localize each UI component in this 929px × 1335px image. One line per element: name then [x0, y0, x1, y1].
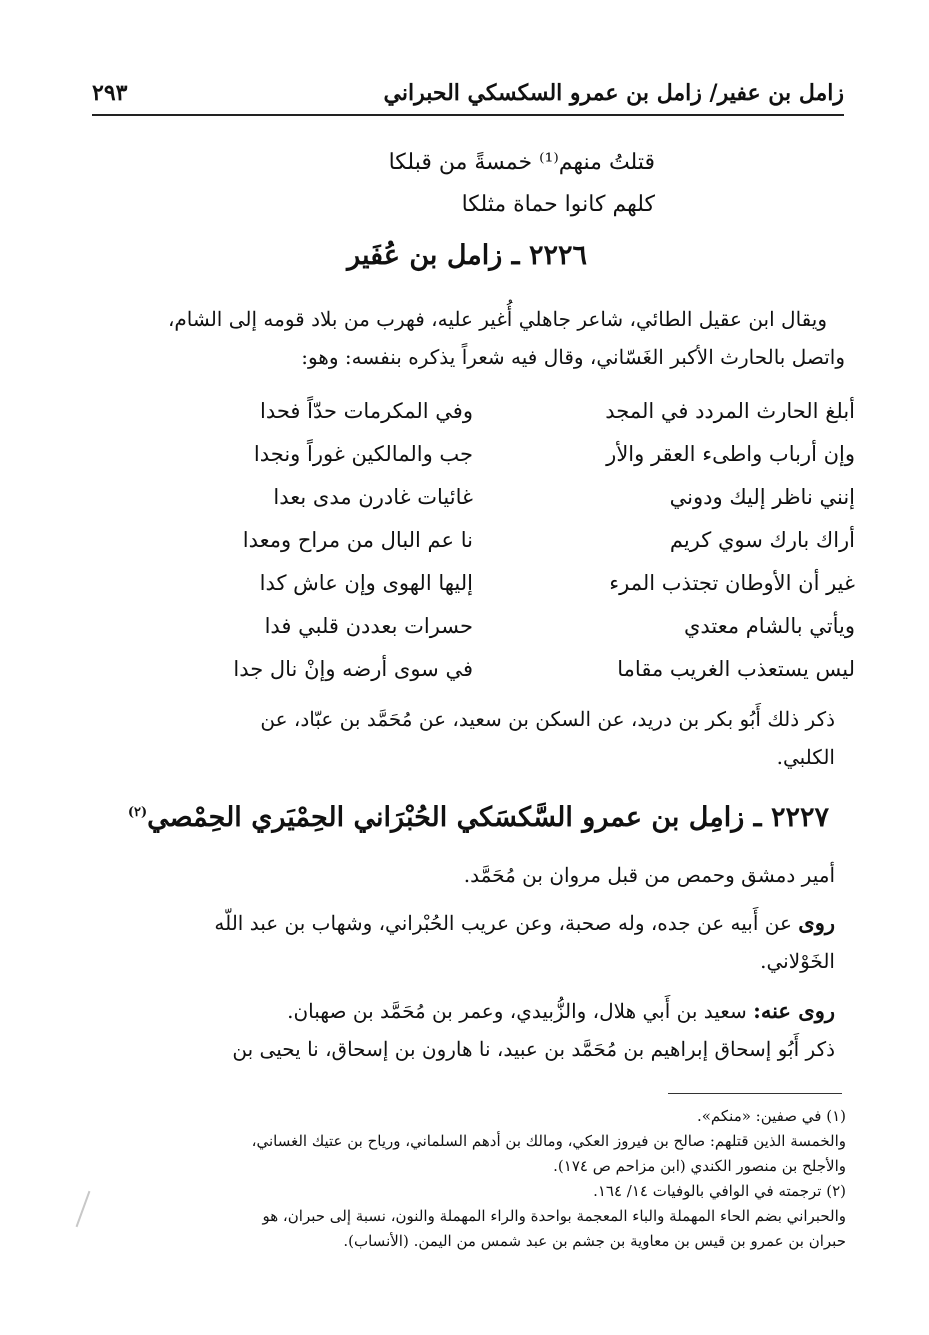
- rawa-anhu-line: [95, 992, 835, 1030]
- rawa-label: روى: [798, 910, 835, 935]
- footnote-line: والخمسة الذين قتلهم: صالح بن فيروز العكي، ومالك بن أدهم السلماني، ورياح بن عتيك الغساني،: [251, 1132, 846, 1150]
- poem-hemistich: جب والمالكين غوراً ونجدا: [253, 442, 473, 466]
- poem-row: [100, 476, 855, 519]
- rawa-anhu-label: روى عنه:: [753, 998, 835, 1023]
- poem-hemistich: ليس يستعذب الغريب مقاما: [617, 657, 855, 681]
- poem-row: [100, 519, 855, 562]
- rawa-text: عن أَبيه عن جده، وله صحبة، وعن عريب الحُبْراني، وشهاب بن عبد اللّه: [214, 911, 792, 935]
- entry-2226-source: [95, 700, 835, 776]
- poem-hemistich: إنني ناظر إليك ودوني: [669, 485, 855, 509]
- poem-hemistich: وإن أرباب واطىء العقر والأر: [606, 442, 855, 466]
- poem-hemistich: غائيات غادرن مدى بعدا: [273, 485, 473, 509]
- footnote-line: والحبراني بضم الحاء المهملة والباء المعجمة بواحدة والراء المهملة والنون، نسبة إلى حبران، هو: [262, 1207, 846, 1225]
- source-line: الكلبي.: [776, 745, 835, 769]
- footnote-line: حبران بن عمرو بن قيس بن معاوية بن جشم بن عبد شمس من اليمن. (الأنساب).: [343, 1232, 846, 1250]
- page-header: [92, 78, 844, 116]
- poem-row: [100, 648, 855, 691]
- footnote-line: (٢) ترجمته في الوافي بالوفيات ١٤/ ١٦٤.: [593, 1182, 846, 1200]
- poem-row: [100, 605, 855, 648]
- footnote-divider: [668, 1093, 842, 1094]
- page-number: ٢٩٣: [92, 80, 128, 106]
- rawa-anhu-text: سعيد بن أَبي هلال، والزُّبيدي، وعمر بن مُحَمَّد بن صهبان.: [287, 999, 747, 1023]
- poem-hemistich: أراك بارك سوي كريم: [669, 528, 855, 552]
- entry-2227-body: [95, 856, 835, 1068]
- poem-row: [100, 433, 855, 476]
- poem-row: [100, 390, 855, 433]
- footnote-line: والأجلح بن منصور الكندي (ابن مزاحم ص ١٧٤).: [553, 1157, 846, 1175]
- poem-hemistich: نا عم البال من مراح ومعدا: [242, 528, 473, 552]
- verse-line: قتلتُ منهم⁽¹⁾ خمسةً من قبلكا: [388, 150, 655, 175]
- poem-hemistich: في سوى أرضه وإنْ نال جدا: [233, 657, 473, 681]
- verse-line: كلهم كانوا حماة مثلكا: [461, 192, 655, 217]
- entry-2226-paragraph: [95, 300, 845, 376]
- body-line: ذكر أَبُو إسحاق إبراهيم بن مُحَمَّد بن عبيد، نا هارون بن إسحاق، نا يحيى بن: [232, 1037, 835, 1061]
- body-line: أمير دمشق وحمص من قبل مروان بن مُحَمَّد.: [463, 863, 835, 887]
- poem-hemistich: إليها الهوى وإن عاش كدا: [259, 571, 473, 595]
- footnotes: [90, 1104, 846, 1254]
- footnote-line: (١) في صفين: «منكم».: [696, 1107, 846, 1125]
- running-title: زامل بن عفير/ زامل بن عمرو السكسكي الحبراني: [383, 80, 844, 106]
- paragraph-line: واتصل بالحارث الأكبر الغَسّاني، وقال فيه شعراً يذكره بنفسه: وهو:: [301, 345, 845, 369]
- rawa-line: [95, 904, 835, 942]
- entry-title-text: ٢٢٢٧ ـ زامِل بن عمرو السَّكسَكي الحُبْرَاني الحِمْيَري الحِمْصي: [147, 802, 829, 833]
- poem-hemistich: غير أن الأوطان تجتذب المرء: [609, 571, 855, 595]
- poem-hemistich: ويأتي بالشام معتدي: [683, 614, 855, 638]
- poem-hemistich: وفي المكرمات حدّاً فحدا: [260, 399, 473, 423]
- source-line: ذكر ذلك أَبُو بكر بن دريد، عن السكن بن سعيد، عن مُحَمَّد بن عبّاد، عن: [260, 707, 835, 731]
- scan-artifact: [76, 1191, 91, 1227]
- entry-title-2227: [128, 802, 829, 833]
- poem-hemistich: أبلغ الحارث المردد في المجد: [605, 399, 855, 423]
- paragraph-line: ويقال ابن عقيل الطائي، شاعر جاهلي أُغير عليه، فهرب من بلاد قومه إلى الشام،: [167, 307, 827, 331]
- poem-hemistich: حسرات بعددن قلبي فدا: [264, 614, 473, 638]
- poem: [100, 390, 855, 691]
- entry-title-2226: ٢٢٢٦ ـ زامل بن عُفَير: [347, 240, 587, 271]
- footnote-ref: (٢): [127, 805, 148, 820]
- poem-row: [100, 562, 855, 605]
- intro-verse: [290, 142, 655, 226]
- rawa-line: الخَوْلاني.: [760, 949, 835, 973]
